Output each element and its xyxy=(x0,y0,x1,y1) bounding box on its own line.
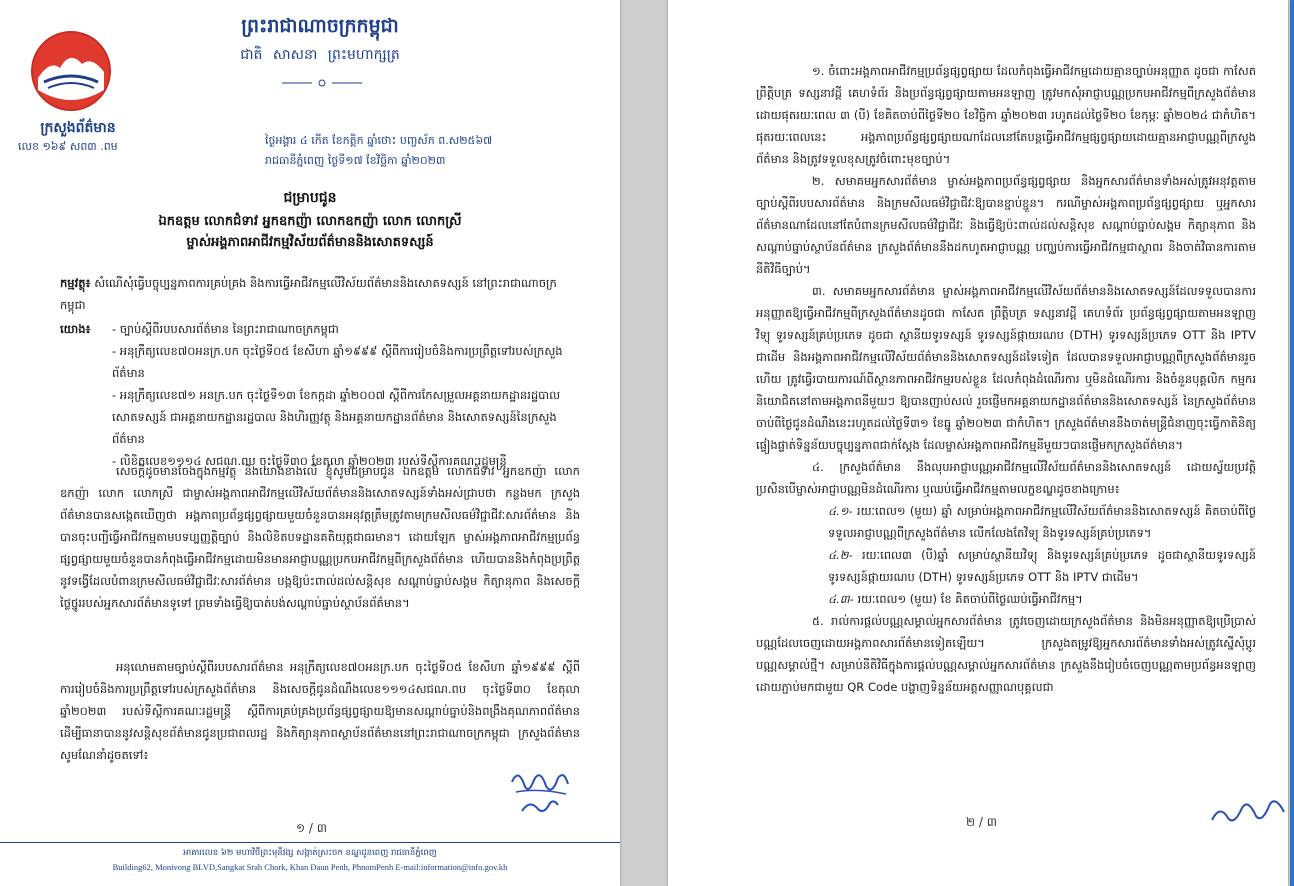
footer-address-english: Building62, Monivong BLVD,Sangkat Srah Chork, Khan Daun Penh, PhnomPenh E-mail:information@info.gov.kh xyxy=(112,862,508,872)
letter-page-2 xyxy=(668,0,1288,886)
date-lunar: ថ្ងៃអង្គារ ៤ កើត ខែកត្តិក ឆ្នាំថោះ បញ្ចស័ក ព.ស២៥៦៧ xyxy=(265,134,493,147)
instruction-3: ៣. សមាគមអ្នកសារព័ត៌មាន ម្ចាស់អង្គភាពអាជីវកម្មលើវិស័យព័ត៌មាននិងសោតទស្សន៍ដែលទទួលបានការអនុញ្ញាតឱ្យធ្វើអាជីវកម្មពីក្រសួងព័ត៌មានដូចជា កាសែត ព្រឹត្តិបត្រ ទស្សនាវដ្តី គេហទំព័រ ប្រព័ន្ធផ្សព្វផ្សាយតាមអនឡាញ វិទ្យុ ទូរទស្សន៍គ្រប់ប្រភេទ ដូចជា ស្ថានីយទូរទស្សន៍ ទូរទស្សន៍ផ្កាយរណប (DTH) ទូរទស្សន៍ប្រភេទ OTT និង IPTV ជាដើម និងអង្គភាពអាជីវកម្មលើវិស័យព័ត៌មាននិងសោតទស្សន៍ដទៃទៀត ដែលបានទទួលអាជ្ញាបណ្ណពីក្រសួងព័ត៌មានរួចហើយ ត្រូវធ្វើរបាយការណ៍ពីស្ថានភាពអាជីវកម្មរបស់ខ្លួន ដែលកំពុងដំណើរការ ឬមិនដំណើរការ និងចំនួនបុគ្គលិក កម្មករ និយោជិតនៅតាមអង្គភាពនីមួយៗ ឱ្យបានញាប់សល់ រួចផ្ញើមកអគ្គនាយកដ្ឋានព័ត៌មាននិងសោតទស្សន៍ នៃក្រសួងព័ត៌មាន ចាប់ពីថ្ងៃជូនដំណឹងនេះរហូតដល់ថ្ងៃទី៣១ ខែធ្នូ ឆ្នាំ២០២៣ ជាកំហិត។ ក្រសួងព័ត៌មាននឹងចាត់មន្ត្រីជំនាញចុះធ្វើកាតិនិត្យផ្ទៀងផ្ទាត់ទិន្នន័យបច្ចុប្បន្នភាពជាក់ស្តែង ដែលម្ចាស់អង្គភាពអាជីវកម្មនីមួយៗបានផ្ញើមកក្រសួងព័ត៌មាន។ xyxy=(756,284,1256,452)
page-number: ១ / ៣ xyxy=(296,821,328,835)
body-paragraph-2: អនុលោមតាមច្បាប់ស្តីពីរបបសារព័ត៌មាន អនុក្រឹត្យលេខ៧០អនក្រ.បក ចុះថ្ងៃទី០៥ ខែសីហា ឆ្នាំ១៩៩៩ ស្តីពីការរៀបចំនិងការប្រព្រឹត្តទៅរបស់ក្រសួងព័ត៌មាន និងសេចក្តីជូនដំណឹងលេខ១១១៤សជណ.ពប ចុះថ្ងៃទី៣០ ខែតុលា ឆ្នាំ២០២៣ របស់ទីស្តីការគណៈរដ្ឋមន្ត្រី ស្តីពីការគ្រប់គ្រងប្រព័ន្ធផ្សព្វផ្សាយឱ្យមានសណ្តាប់ធ្នាប់និងពង្រឹងគុណភាពព័ត៌មាន ដើម្បីធានាបាននូវសន្តិសុខព័ត៌មានជូនប្រជាពលរដ្ឋ និងកិត្យានុភាពស្ថាប័នព័ត៌មាននៅព្រះរាជាណាចក្រកម្ពុជា ក្រសួងព័ត៌មាន សូមណែនាំដូចតទៅ៖ xyxy=(60,660,580,762)
ministry-logo xyxy=(30,30,112,112)
viewer-edge xyxy=(1290,0,1294,886)
subject-block xyxy=(60,272,580,316)
subject-text: សំណើសុំធ្វើបច្ចុប្បន្នភាពការគ្រប់គ្រង និងការធ្វើអាជីវកម្មលើវិស័យព័ត៌មាននិងសោតទស្សន៍ នៅព្រះរាជាណាចក្រកម្ពុជា xyxy=(60,276,557,312)
footer-address-khmer: អាគារលេខ ៦២ មហាវិថីព្រះមុនីវង្ស សង្កាត់ស្រះចក ខណ្ឌដូនពេញ រាជធានីភ្នំពេញ xyxy=(183,848,437,858)
national-motto: ជាតិ សាសនា ព្រះមហាក្សត្រ xyxy=(240,47,400,63)
subject-label: កម្មវត្ថុ៖ xyxy=(60,276,91,290)
page-number: ២ / ៣ xyxy=(966,815,998,829)
addressee-line-2: ម្ចាស់អង្គភាពអាជីវកម្មវិស័យព័ត៌មាននិងសោតទស្សន៍ xyxy=(186,235,434,250)
signature-mark-icon xyxy=(520,795,560,817)
instruction-4: ៤. ក្រសួងព័ត៌មាន នឹងលុបអាជ្ញាបណ្ណអាជីវកម្មលើវិស័យព័ត៌មាននិងសោតទស្សន៍ ដោយស្វ័យប្រវត្តិ ប្រសិនបើម្ចាស់អាជ្ញាបណ្ណមិនដំណើរការ ឬឈប់ធ្វើអាជីវកម្មតាមលក្ខខណ្ឌដូចខាងក្រោម៖ xyxy=(756,460,1256,496)
ornament-divider-icon xyxy=(282,78,362,88)
addressee-title: ជម្រាបជូន xyxy=(283,190,337,206)
reference-label: យោង៖ xyxy=(60,322,91,336)
reference-item: - ច្បាប់ស្តីពីរបបសារព័ត៌មាន នៃព្រះរាជាណាចក្រកម្ពុជា xyxy=(112,322,339,336)
sub-instruction: ៤.២- រយៈពេល៣ (បី)ឆ្នាំ សម្រាប់ស្ថានីយវិទ្យុ និងទូរទស្សន៍គ្រប់ប្រភេទ ដូចជាស្ថានីយទូរទស្សន៍ ទូរទស្សន៍ផ្កាយរណប (DTH) ទូរទស្សន៍ប្រភេទ OTT និង IPTV ជាដើម។ xyxy=(828,548,1257,584)
instruction-2: ២. សមាគមអ្នកសារព័ត៌មាន ម្ចាស់អង្គភាពប្រព័ន្ធផ្សព្វផ្សាយ និងអ្នកសារព័ត៌មានទាំងអស់ត្រូវអនុវត្តតាមច្បាប់ស្តីពីរបបសារព័ត៌មាន និងក្រមសីលធម៌វិជ្ជាជីវៈឱ្យបានខ្ជាប់ខ្ជួន។ ករណីម្ចាស់អង្គភាពប្រព័ន្ធផ្សព្វផ្សាយ ឬអ្នកសារព័ត៌មានណាដែលនៅតែបំពានក្រមសីលធម៌វិជ្ជាជីវៈ និងធ្វើឱ្យប៉ះពាល់ដល់សន្តិសុខ សណ្តាប់ធ្នាប់សង្គម កិត្យានុភាព និងសណ្តាប់ធ្នាប់ស្ថាប័នព័ត៌មាន ក្រសួងព័ត៌មាននឹងដកហូតអាជ្ញាបណ្ណ បញ្ឈប់ការធ្វើអាជីវកម្មជាស្ថាពរ និងចាត់វិធានការតាមនីតិវិធីច្បាប់។ xyxy=(756,174,1256,276)
body-paragraph-1: សេចក្តីដូចមានចែងក្នុងកម្មវត្ថុ និងយោងខាងលើ ខ្ញុំសូមជម្រាបជូន ឯកឧត្តម លោកជំទាវ អ្នកឧកញ៉ា លោកឧកញ៉ា លោក លោកស្រី ជាម្ចាស់អង្គភាពអាជីវកម្មលើវិស័យព័ត៌មាននិងសោតទស្សន៍ទាំងអស់ជ្រាបថា កន្លងមក ក្រសួងព័ត៌មានបានសង្កេតឃើញថា អង្គភាពប្រព័ន្ធផ្សព្វផ្សាយមួយចំនួនបានអនុវត្តត្រឹមត្រូវតាមក្រមសីលធម៌វិជ្ជាជីវៈសារព័ត៌មាន និងបានចុះបញ្ជីធ្វើអាជីវកម្មតាមបទប្បញ្ញត្តិច្បាប់ និងលិខិតបទដ្ឋានគតិយុត្តជាធរមាន។ ដោយឡែក ម្ចាស់អង្គភាពអាជីវកម្មប្រព័ន្ធផ្សព្វផ្សាយមួយចំនួនបានកំពុងធ្វើអាជីវកម្មដោយមិនមានអាជ្ញាបណ្ណប្រកបអាជីវកម្មពីក្រសួងព័ត៌មាន ហើយបាននិងកំពុងប្រព្រឹត្តនូវទង្វើដែលបំពានក្រមសីលធម៌វិជ្ជាជីវៈសារព័ត៌មាន បង្កឱ្យប៉ះពាល់ដល់សន្តិសុខ សណ្តាប់ធ្នាប់សង្គម កិត្យានុភាព និងសេចក្តីថ្លៃថ្នូររបស់អ្នកសារព័ត៌មានទូទៅ ព្រមទាំងធ្វើឱ្យបាត់បង់សណ្តាប់ធ្នាប់ស្ថាប័នព័ត៌មាន។ xyxy=(60,464,580,610)
signature-initials-icon xyxy=(1208,790,1288,830)
sub-instruction: ៤.១- រយៈពេល១ (មួយ) ឆ្នាំ សម្រាប់អង្គភាពអាជីវកម្មលើវិស័យព័ត៌មាននិងសោតទស្សន៍ គិតចាប់ពីថ្ងៃទទួលអាជ្ញាបណ្ណពីក្រសួងព័ត៌មាន លើកលែងតែវិទ្យុ និងទូរទស្សន៍គ្រប់ប្រភេទ។ xyxy=(828,504,1257,540)
instruction-1: ១. ចំពោះអង្គភាពអាជីវកម្មប្រព័ន្ធផ្សព្វផ្សាយ ដែលកំពុងធ្វើអាជីវកម្មដោយគ្មានច្បាប់អនុញ្ញាត ដូចជា កាសែត ព្រឹត្តិបត្រ ទស្សនាវដ្តី គេហទំព័រ និងប្រព័ន្ធផ្សព្វផ្សាយតាមអនឡាញ ត្រូវមកសុំអាជ្ញាបណ្ណប្រកបអាជីវកម្មពីក្រសួងព័ត៌មានដោយផុតរយៈពេល ៣ (បី) ខែគិតចាប់ពីថ្ងៃទី២០ ខែវិច្ឆិកា ឆ្នាំ២០២៣ រហូតដល់ថ្ងៃទី២០ ខែកុម្ភៈ ឆ្នាំ២០២៤ ជាកំហិត។ ផុតរយៈពេលនេះ អង្គភាពប្រព័ន្ធផ្សព្វផ្សាយណាដែលនៅតែបន្តធ្វើអាជីវកម្មផ្សព្វផ្សាយដោយគ្មានអាជ្ញាបណ្ណពីក្រសួងព័ត៌មាន និងត្រូវទទួលខុសត្រូវចំពោះមុខច្បាប់។ xyxy=(756,64,1256,166)
letter-page-1 xyxy=(0,0,620,886)
date-solar: រាជធានីភ្នំពេញ ថ្ងៃទី១៧ ខែវិច្ឆិកា ឆ្នាំ២០២៣ xyxy=(265,154,446,167)
reference-item: - លិខិតលេខ១១១៤ សជណ.ពប ចុះថ្ងៃទី៣០ ខែតុលា ឆ្នាំ២០២៣ របស់ទីស្តីការគណៈរដ្ឋមន្ត្រី xyxy=(112,454,507,468)
kingdom-heading: ព្រះរាជាណាចក្រកម្ពុជា xyxy=(241,15,399,37)
page-2-body xyxy=(756,60,1256,698)
reference-number: លេខ ១៦៩ សព៣ .ពម xyxy=(18,140,118,153)
reference-list xyxy=(112,318,582,472)
reference-item: - អនុក្រឹត្យលេខ៧០អនក្រ.បក ចុះថ្ងៃទី០៥ ខែសីហា ឆ្នាំ១៩៩៩ ស្តីពីការរៀបចំនិងការប្រព្រឹត្តទៅរបស់ក្រសួងព័ត៌មាន xyxy=(112,344,563,380)
ministry-name: ក្រសួងព័ត៌មាន xyxy=(40,120,116,136)
reference-item: - អនុក្រឹត្យលេខ៧១ អនក្រ.បក ចុះថ្ងៃទី១៣ ខែកក្កដា ឆ្នាំ២០០៧ ស្តីពីការកែសម្រួលអគ្គនាយកដ្ឋានរដ្ឋបាល សោតទស្សន៍ ជាអគ្គនាយកដ្ឋានរដ្ឋបាល និងហិរញ្ញវត្ថុ និងអគ្គនាយកដ្ឋានព័ត៌មាន និងសោតទស្សន៍នៃក្រសួងព័ត៌មាន xyxy=(112,388,561,446)
instruction-5: ៥. រាល់ការផ្តល់បណ្ណសម្គាល់អ្នកសារព័ត៌មាន ត្រូវចេញដោយក្រសួងព័ត៌មាន និងមិនអនុញ្ញាតឱ្យប្រើប្រាស់បណ្ណដែលចេញដោយអង្គភាពសារព័ត៌មានទៀតឡើយ។ ក្រសួងតម្រូវឱ្យអ្នកសារព័ត៌មានទាំងអស់ត្រូវស្នើសុំប្តូរបណ្ណសម្គាល់ថ្មី។ សម្រាប់នីតិវិធីក្នុងការផ្តល់បណ្ណសម្គាល់អ្នកសារព័ត៌មាន ក្រសួងនឹងរៀបចំចេញបណ្ណតាមប្រព័ន្ធអនឡាញដោយភ្ជាប់មកជាមួយ QR Code បង្ហាញទិន្នន័យអត្តសញ្ញាណបុគ្គលជា xyxy=(756,614,1256,694)
addressee-line-1: ឯកឧត្តម លោកជំទាវ អ្នកឧកញ៉ា លោកឧកញ៉ា លោក លោកស្រី xyxy=(158,214,462,229)
sub-instruction: ៤.៣- រយៈពេល១ (មួយ) ខែ គិតចាប់ពីថ្ងៃឈប់ធ្វើអាជីវកម្ម។ xyxy=(828,592,1083,606)
footer-divider xyxy=(0,842,620,843)
